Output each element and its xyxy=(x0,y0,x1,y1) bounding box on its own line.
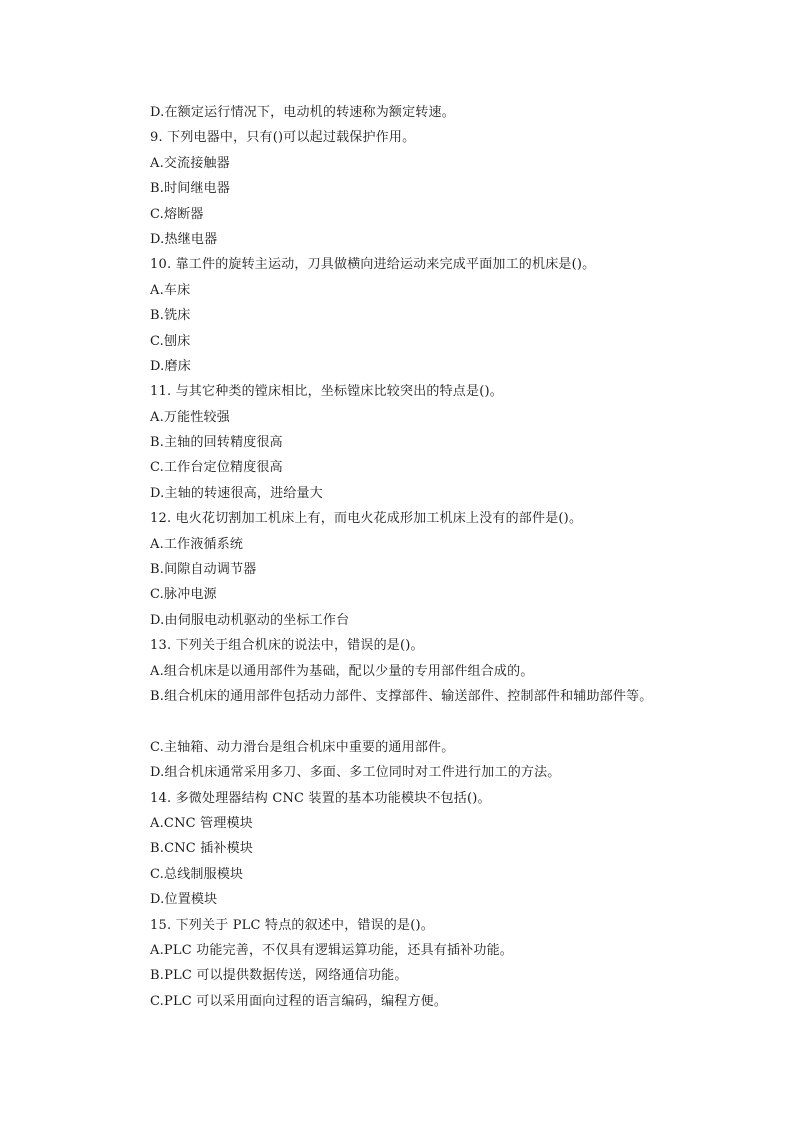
exam-questions-part-1 xyxy=(150,100,770,709)
answer-option: D.在额定运行情况下，电动机的转速称为额定转速。 xyxy=(150,105,455,120)
question-stem: 15. 下列关于 PLC 特点的叙述中，错误的是()。 xyxy=(150,917,434,933)
answer-option: B.CNC 插补模块 xyxy=(150,841,254,857)
answer-option: C.工作台定位精度很高 xyxy=(150,460,283,476)
answer-option: A.交流接触器 xyxy=(150,155,230,171)
answer-option: B.铣床 xyxy=(150,308,191,324)
answer-option: C.脉冲电源 xyxy=(150,587,217,603)
question-stem: 14. 多微处理器结构 CNC 装置的基本功能模块不包括()。 xyxy=(150,790,491,806)
answer-option: B.间隙自动调节器 xyxy=(150,562,257,578)
answer-option: A.组合机床是以通用部件为基础，配以少量的专用部件组合成的。 xyxy=(150,663,534,679)
question-stem: 10. 靠工件的旋转主运动，刀具做横向进给运动来完成平面加工的机床是()。 xyxy=(150,257,596,273)
document-page xyxy=(150,100,770,1014)
answer-option: D.主轴的转速很高，进给量大 xyxy=(150,485,323,501)
question-stem: 9. 下列电器中，只有()可以起过载保护作用。 xyxy=(150,130,416,146)
answer-option: A.CNC 管理模块 xyxy=(150,815,253,831)
question-stem: 13. 下列关于组合机床的说法中，错误的是()。 xyxy=(150,638,424,654)
answer-option: D.热继电器 xyxy=(150,231,218,247)
answer-option: A.PLC 功能完善，不仅具有逻辑运算功能，还具有插补功能。 xyxy=(150,942,513,958)
exam-questions-part-2 xyxy=(150,735,770,1014)
answer-option: D.磨床 xyxy=(150,358,191,374)
question-stem: 11. 与其它种类的镗床相比，坐标镗床比较突出的特点是()。 xyxy=(150,384,503,400)
answer-option: C.PLC 可以采用面向过程的语言编码，编程方便。 xyxy=(150,993,448,1009)
answer-option: A.工作液循系统 xyxy=(150,536,244,552)
answer-option: D.位置模块 xyxy=(150,892,218,908)
answer-option: B.主轴的回转精度很高 xyxy=(150,435,283,451)
answer-option: C.总线制服模块 xyxy=(150,866,244,882)
answer-option: B.组合机床的通用部件包括动力部件、支撑部件、输送部件、控制部件和辅助部件等。 xyxy=(150,688,653,704)
answer-option: C.主轴箱、动力滑台是组合机床中重要的通用部件。 xyxy=(150,739,455,755)
answer-option: D.由伺服电动机驱动的坐标工作台 xyxy=(150,612,350,628)
answer-option: D.组合机床通常采用多刀、多面、多工位同时对工件进行加工的方法。 xyxy=(150,765,561,781)
answer-option: C.熔断器 xyxy=(150,206,204,222)
answer-option: A.车床 xyxy=(150,282,191,298)
answer-option: B.PLC 可以提供数据传送，网络通信功能。 xyxy=(150,968,408,984)
answer-option: B.时间继电器 xyxy=(150,181,231,197)
paragraph-gap xyxy=(150,709,770,734)
question-stem: 12. 电火花切割加工机床上有，而电火花成形加工机床上没有的部件是()。 xyxy=(150,511,583,527)
answer-option: C.刨床 xyxy=(150,333,191,349)
answer-option: A.万能性较强 xyxy=(150,409,230,425)
